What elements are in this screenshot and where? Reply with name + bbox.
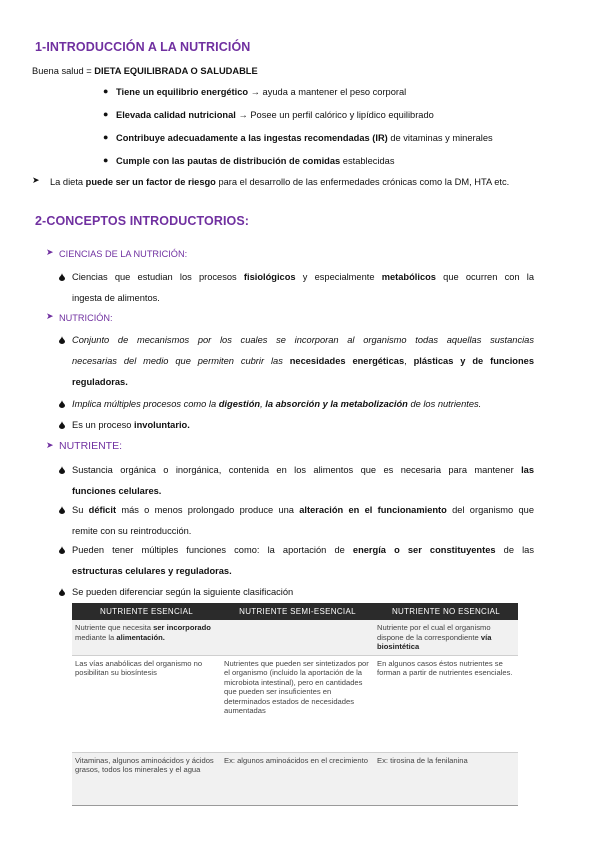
nutricion-p1-line-3: reguladoras. — [72, 377, 128, 387]
header-semi-essential: NUTRIENTE SEMI-ESENCIAL — [221, 603, 374, 620]
arrow-bullet-icon: ➤ — [46, 311, 54, 321]
bullet-icon: ● — [103, 109, 109, 119]
arrow-bullet-icon: ➤ — [46, 247, 54, 257]
intro-bullet-4: Cumple con las pautas de distribución de comidas establecidas — [116, 156, 395, 166]
table-cell: Nutriente por el cual el organismo dispone de la correspondiente vía biosintética — [374, 620, 518, 655]
drop-bullet-icon — [59, 506, 65, 514]
drop-bullet-icon — [59, 546, 65, 554]
arrow-bullet-icon: ➤ — [46, 440, 54, 450]
table-cell: Las vías anabólicas del organismo no posibilitan su biosíntesis — [72, 655, 221, 752]
nutriente-p4: Se pueden diferenciar según la siguiente clasificación — [72, 587, 294, 597]
section-2-title: 2-CONCEPTOS INTRODUCTORIOS: — [35, 214, 250, 228]
nutricion-p3: Es un proceso involuntario. — [72, 420, 190, 430]
drop-bullet-icon — [59, 588, 65, 596]
nutricion-p1-line-2: necesarias del medio que permiten cubrir las necesidades energéticas, plásticas y de funciones — [72, 356, 534, 366]
intro-risk-line: La dieta puede ser un factor de riesgo para el desarrollo de las enfermedades crónicas como la DM, HTA etc. — [50, 177, 510, 187]
table-row — [72, 655, 518, 752]
table-cell: Nutriente que necesita ser incorporado mediante la alimentación. — [72, 620, 221, 655]
bullet-icon: ● — [103, 155, 109, 165]
header-essential: NUTRIENTE ESENCIAL — [72, 603, 221, 620]
nutricion-p1-line-1: Conjunto de mecanismos por los cuales se incorporan al organismo todas aquellas sustancias — [72, 335, 534, 345]
table-cell: Nutrientes que pueden ser sintetizados por el organismo (incluido la aportación de la microbiota intestinal), pero en cantidades que pueden ser insuficientes en determinados estados de necesidades aumentadas — [221, 655, 374, 752]
bullet-icon: ● — [103, 86, 109, 96]
nutrient-classification-table — [72, 603, 518, 806]
table-row — [72, 752, 518, 805]
ciencias-label: CIENCIAS DE LA NUTRICIÓN: — [59, 249, 188, 259]
nutriente-p3-line-1: Pueden tener múltiples funciones como: la aportación de energía o ser constituyentes de las — [72, 545, 534, 555]
drop-bullet-icon — [59, 273, 65, 281]
drop-bullet-icon — [59, 421, 65, 429]
table-cell: Ex: tirosina de la fenilanina — [374, 752, 518, 805]
ciencias-text-line-2: ingesta de alimentos. — [72, 293, 160, 303]
nutriente-p1-line-1: Sustancia orgánica o inorgánica, contenida en los alimentos que es necesaria para mantener las — [72, 465, 534, 475]
nutriente-p3-line-2: estructuras celulares y reguladoras. — [72, 566, 232, 576]
table-header-row — [72, 603, 518, 620]
header-non-essential: NUTRIENTE NO ESENCIAL — [374, 603, 518, 620]
intro-subtitle: Buena salud = DIETA EQUILIBRADA O SALUDABLE — [32, 66, 258, 76]
nutricion-label: NUTRICIÓN: — [59, 313, 113, 323]
nutriente-p2-line-2: remite con su reintroducción. — [72, 526, 192, 536]
table-cell — [221, 620, 374, 655]
drop-bullet-icon — [59, 400, 65, 408]
intro-bullet-1: Tiene un equilibrio energético → ayuda a mantener el peso corporal — [116, 87, 407, 97]
nutriente-p2-line-1: Su déficit más o menos prolongado produce una alteración en el funcionamiento del organismo que — [72, 505, 534, 515]
arrow-bullet-icon: ➤ — [32, 175, 40, 185]
intro-bullet-3: Contribuye adecuadamente a las ingestas recomendadas (IR) de vitaminas y minerales — [116, 133, 493, 143]
table-cell: Vitaminas, algunos aminoácidos y ácidos grasos, todos los minerales y el agua — [72, 752, 221, 805]
table-cell: En algunos casos éstos nutrientes se forman a partir de nutrientes esenciales. — [374, 655, 518, 752]
ciencias-text-line-1: Ciencias que estudian los procesos fisiológicos y especialmente metabólicos que ocurren con la — [72, 272, 534, 282]
table-row — [72, 620, 518, 655]
bullet-icon: ● — [103, 132, 109, 142]
drop-bullet-icon — [59, 336, 65, 344]
section-1-title: 1-INTRODUCCIÓN A LA NUTRICIÓN — [35, 40, 251, 54]
drop-bullet-icon — [59, 466, 65, 474]
table-cell: Ex: algunos aminoácidos en el crecimiento — [221, 752, 374, 805]
intro-bullet-2: Elevada calidad nutricional → Posee un perfil calórico y lipídico equilibrado — [116, 110, 434, 120]
nutriente-label: NUTRIENTE: — [59, 440, 122, 452]
nutricion-p2: Implica múltiples procesos como la digestión, la absorción y la metabolización de los nutrientes. — [72, 399, 482, 409]
nutriente-p1-line-2: funciones celulares. — [72, 486, 162, 496]
